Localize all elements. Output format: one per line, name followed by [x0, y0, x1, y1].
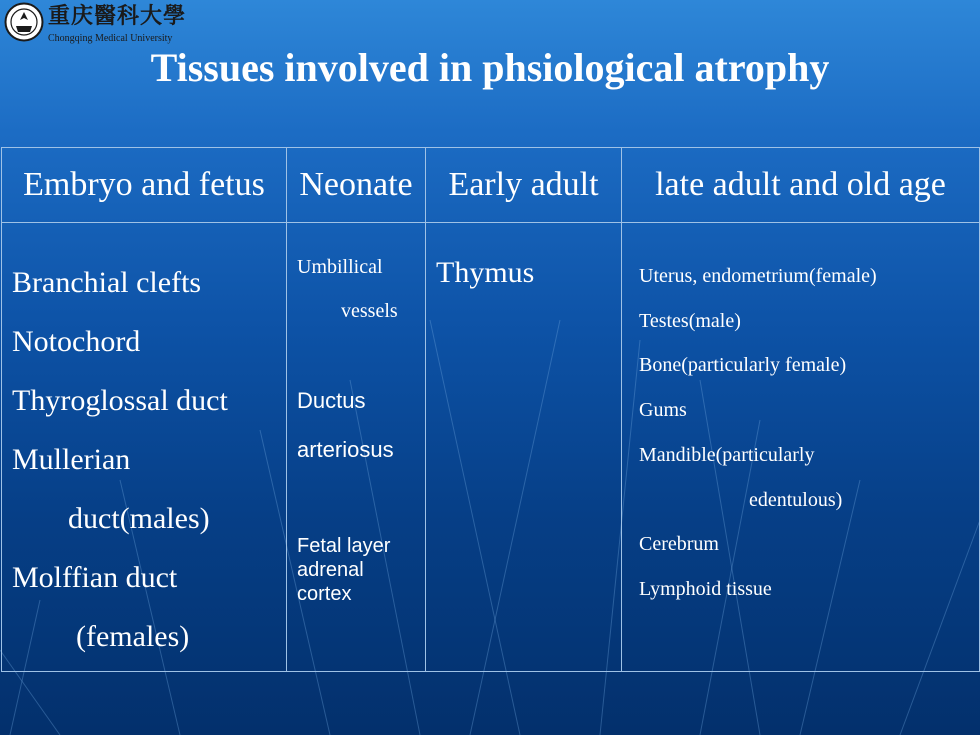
list-item: Uterus, endometrium(female)	[639, 265, 877, 287]
cell-neonate	[287, 223, 426, 672]
header-neonate: Neonate	[287, 148, 426, 223]
list-item: Notochord	[12, 325, 141, 358]
list-item: Ductus	[297, 388, 366, 413]
header-late-adult-old-age: late adult and old age	[622, 148, 980, 223]
list-item: vessels	[341, 300, 398, 322]
cell-embryo-fetus	[2, 223, 287, 672]
header-embryo-fetus: Embryo and fetus	[2, 148, 287, 223]
university-name-chinese: 重庆醫科大學	[48, 3, 187, 29]
list-item: Fetal layer	[297, 535, 391, 557]
table-header-row	[2, 148, 980, 223]
neonate-adrenal-item	[297, 534, 390, 606]
list-item: Branchial clefts	[12, 266, 202, 299]
cell-late-adult-old-age	[622, 223, 980, 672]
list-item: adrenal	[297, 559, 364, 581]
list-item: arteriosus	[297, 437, 394, 462]
list-item: Testes(male)	[639, 309, 741, 332]
list-item: Cerebrum	[639, 533, 719, 556]
list-item: duct(males)	[68, 502, 210, 535]
list-item: Bone(particularly female)	[639, 354, 847, 377]
list-item: Lymphoid tissue	[639, 577, 772, 600]
atrophy-table	[1, 147, 980, 672]
late-adult-list	[639, 254, 877, 612]
list-item: Gums	[639, 399, 687, 422]
table-row	[2, 223, 980, 672]
list-item: Thyroglossal duct	[12, 384, 228, 417]
list-item: Thymus	[436, 256, 535, 289]
cell-early-adult	[426, 223, 622, 672]
header-early-adult: Early adult	[426, 148, 622, 223]
embryo-fetus-list	[12, 253, 228, 666]
university-name-english: Chongqing Medical University	[48, 33, 173, 44]
list-item: Umbillical	[297, 256, 383, 278]
university-seal-icon	[4, 2, 44, 42]
slide-title: Tissues involved in phsiological atrophy	[150, 45, 830, 90]
list-item: Mullerian	[12, 443, 131, 476]
list-item: (females)	[76, 620, 190, 653]
university-logo	[4, 2, 219, 46]
list-item: Mandible(particularly	[639, 443, 815, 466]
list-item: cortex	[297, 583, 352, 605]
list-item: edentulous)	[749, 488, 843, 511]
list-item: Molffian duct	[12, 561, 178, 594]
